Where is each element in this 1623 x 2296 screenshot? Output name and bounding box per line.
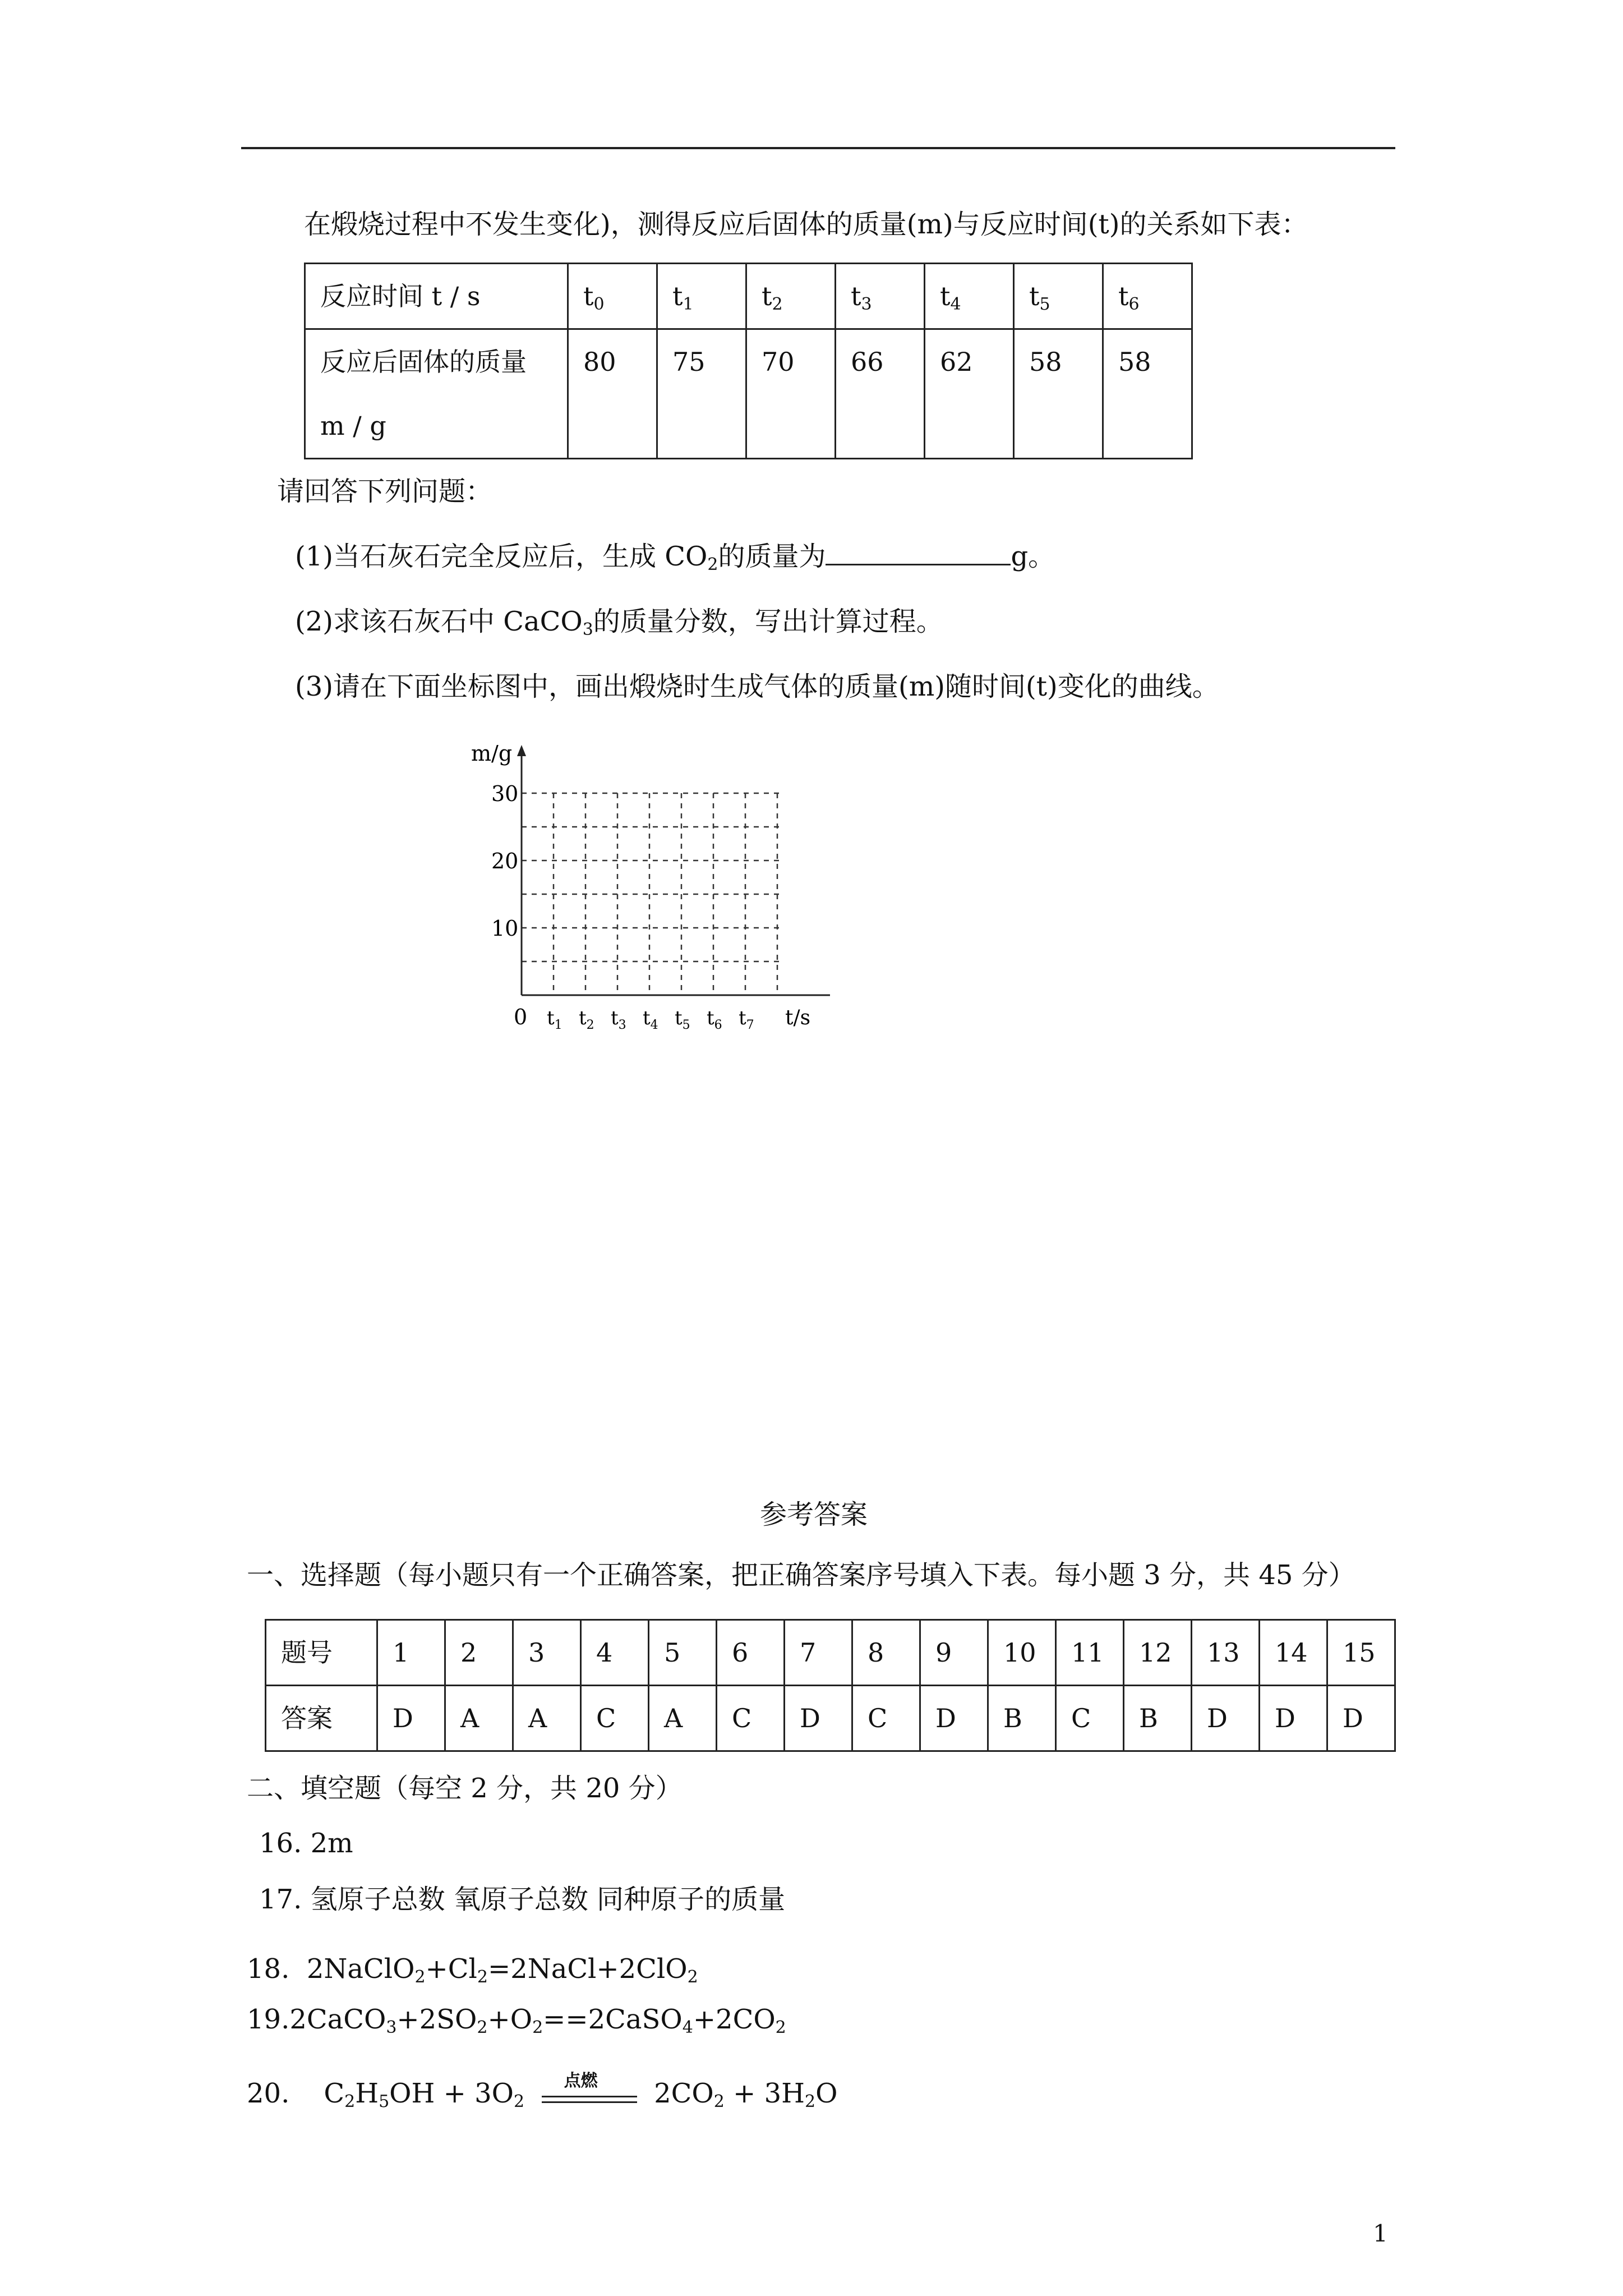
answer-cell: A [649, 1686, 717, 1751]
question-2: (2)求该石灰石中 CaCO$_3$的质量分数，写出计算过程。 [295, 606, 943, 639]
page-number: 1 [1373, 2220, 1388, 2247]
y-tick-label: 10 [491, 916, 519, 941]
answer-table [265, 1619, 1396, 1752]
mass-cell: 66 [836, 329, 925, 459]
number-cell: 2 [445, 1620, 513, 1686]
x-tick-label: $t_3$ [611, 1007, 626, 1032]
number-cell: 6 [717, 1620, 785, 1686]
answer-cell: C [852, 1686, 920, 1751]
answer-cell: C [717, 1686, 785, 1751]
number-cell: 4 [581, 1620, 649, 1686]
mass-cell: 58 [1014, 329, 1103, 459]
answer-cell: A [513, 1686, 581, 1751]
answer-cell: D [920, 1686, 988, 1751]
section-1-heading: 一、选择题（每小题只有一个正确答案，把正确答案序号填入下表。每小题 3 分，共 45 分） [247, 1559, 1355, 1591]
coordinate-grid [460, 729, 864, 1043]
x-axis-label: t/s [785, 1006, 811, 1029]
x-tick-label: $t_1$ [547, 1007, 562, 1032]
answers-title: 参考答案 [760, 1499, 868, 1530]
time-cell: $t_5$ [1014, 264, 1103, 329]
time-row-label: 反应时间 t / s [305, 264, 568, 329]
question-1: (1)当石灰石完全反应后，生成 $CO_2$的质量为 g。 [295, 541, 1055, 574]
y-axis-label: m/g [471, 741, 513, 766]
y-tick-label: 30 [491, 781, 519, 806]
mass-cell: 75 [657, 329, 746, 459]
mass-cell: 80 [568, 329, 657, 459]
section-2-heading: 二、填空题（每空 2 分，共 20 分） [247, 1773, 683, 1804]
answer-cell: D [1327, 1686, 1395, 1751]
x-tick-label: $t_5$ [675, 1007, 690, 1032]
x-tick-label: $t_6$ [707, 1007, 722, 1032]
grid-lines [522, 793, 782, 995]
mass-cell: 70 [746, 329, 836, 459]
time-cell: $t_3$ [836, 264, 925, 329]
mass-row-label: 反应后固体的质量 m / g [305, 329, 568, 459]
y-tick-label: 20 [491, 849, 519, 873]
answer-17: 17. 氢原子总数 氧原子总数 同种原子的质量 [259, 1884, 786, 1915]
number-cell: 13 [1192, 1620, 1260, 1686]
x-tick-label: $t_2$ [579, 1007, 594, 1032]
number-cell: 10 [988, 1620, 1056, 1686]
answer-row-label: 答案 [266, 1686, 377, 1751]
number-cell: 1 [377, 1620, 445, 1686]
reaction-condition-sign: 点燃 [542, 2079, 637, 2113]
number-cell: 5 [649, 1620, 717, 1686]
time-cell: $t_0$ [568, 264, 657, 329]
answer-cell: B [988, 1686, 1056, 1751]
answer-18: 18. $2NaClO_2+Cl_2=2NaCl+2ClO_2$ [247, 1953, 698, 1987]
answer-cell: A [445, 1686, 513, 1751]
number-cell: 9 [920, 1620, 988, 1686]
answer-19: $19.2CaCO_3+2SO_2+O_2==2CaSO_4+2CO_2$ [247, 2004, 786, 2037]
answer-cell: D [1260, 1686, 1327, 1751]
number-cell: 3 [513, 1620, 581, 1686]
answer-20: 20. $C_2H_5OH + 3O_2$ 点燃 $2CO_2 + 3H_2O$ [247, 2070, 838, 2111]
number-row-label: 题号 [266, 1620, 377, 1686]
answer-cell: D [785, 1686, 852, 1751]
number-cell: 11 [1056, 1620, 1124, 1686]
prompt-text: 请回答下列问题： [277, 476, 493, 507]
time-cell: $t_1$ [657, 264, 746, 329]
mass-cell: 62 [925, 329, 1014, 459]
answer-16: 16. 2m [259, 1828, 353, 1859]
time-cell: $t_6$ [1103, 264, 1192, 329]
time-cell: $t_2$ [746, 264, 836, 329]
question-3: (3)请在下面坐标图中，画出煅烧时生成气体的质量(m)随时间(t)变化的曲线。 [295, 671, 1219, 702]
number-cell: 12 [1124, 1620, 1192, 1686]
answer-cell: D [377, 1686, 445, 1751]
answer-cell: D [1192, 1686, 1260, 1751]
header-rule [241, 147, 1395, 149]
mass-cell: 58 [1103, 329, 1192, 459]
x-tick-label: $t_4$ [643, 1007, 658, 1032]
number-cell: 15 [1327, 1620, 1395, 1686]
number-cell: 7 [785, 1620, 852, 1686]
answer-cell: B [1124, 1686, 1192, 1751]
origin-label: 0 [514, 1005, 528, 1029]
y-axis-arrow-icon [517, 745, 526, 756]
answer-blank [826, 540, 1011, 565]
reaction-table [304, 263, 1193, 459]
answer-cell: C [1056, 1686, 1124, 1751]
number-cell: 8 [852, 1620, 920, 1686]
x-tick-label: $t_7$ [739, 1007, 754, 1032]
number-cell: 14 [1260, 1620, 1327, 1686]
intro-text: 在煅烧过程中不发生变化)，测得反应后固体的质量(m)与反应时间(t)的关系如下表： [304, 209, 1308, 240]
time-cell: $t_4$ [925, 264, 1014, 329]
answer-cell: C [581, 1686, 649, 1751]
